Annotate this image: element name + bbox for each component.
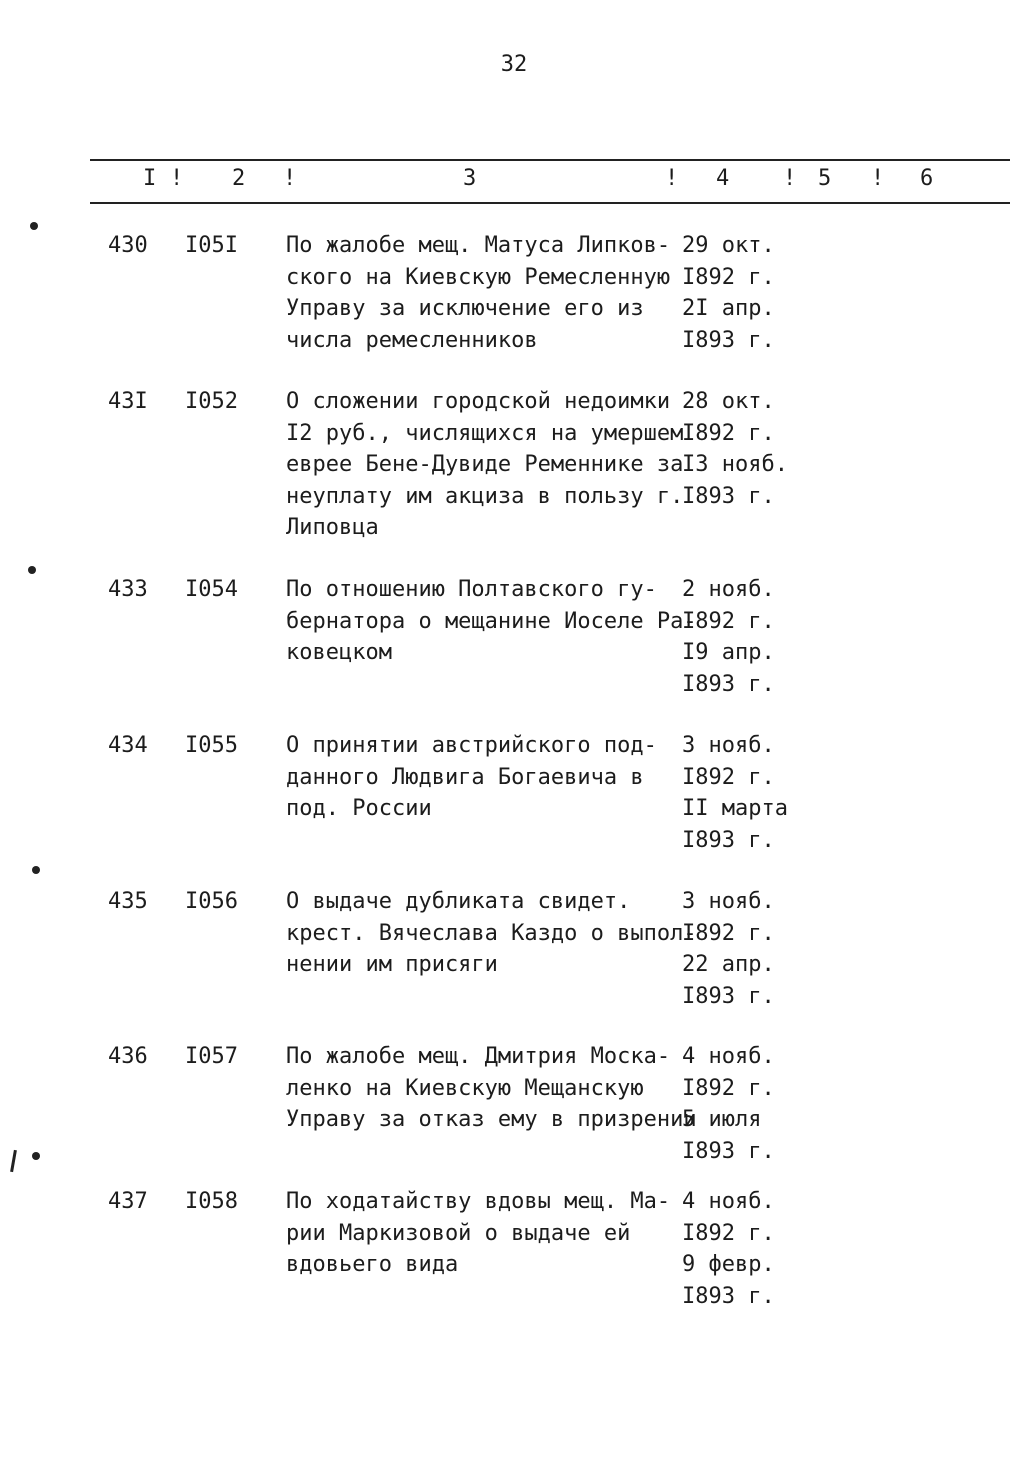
row-case-code: I055 (185, 733, 238, 758)
header-col4: 4 (716, 166, 730, 191)
description-line: ковецком (286, 640, 392, 665)
binding-hole-mark (30, 222, 38, 230)
description-line: Управу за исключение его из (286, 296, 644, 321)
row-dates (682, 386, 812, 512)
binding-hole-mark (28, 566, 36, 574)
header-col6: 6 (920, 166, 934, 191)
date-line: I892 г. (682, 420, 775, 446)
row-number: 437 (108, 1189, 148, 1214)
date-line: I893 г. (682, 671, 775, 697)
description-line: I2 руб., числящихся на умершем (286, 420, 684, 446)
date-line: I892 г. (682, 1075, 775, 1101)
date-line: I892 г. (682, 264, 775, 290)
header-rule-top (90, 159, 1010, 161)
description-line: По жалобе мещ. Дмитрия Моска- (286, 1044, 671, 1069)
date-line: 9 февр. (682, 1252, 775, 1277)
row-dates (682, 1041, 812, 1167)
header-sep: ! (170, 166, 184, 191)
description-line: О сложении городской недоимки (286, 389, 671, 414)
row-number: 43I (108, 389, 148, 414)
row-description (286, 1041, 697, 1167)
header-col2: 2 (232, 166, 246, 191)
row-case-code: I054 (185, 577, 238, 602)
margin-stroke-mark (10, 1150, 17, 1172)
header-sep: ! (283, 166, 297, 191)
row-case-code: I05I (185, 233, 238, 258)
description-line: бернатора о мещанине Иоселе Ра- (286, 608, 697, 634)
row-case-code: I057 (185, 1044, 238, 1069)
row-dates (682, 230, 812, 356)
row-dates (682, 574, 812, 700)
row-case-code: I056 (185, 889, 238, 914)
row-case-code: I058 (185, 1189, 238, 1214)
description-line (286, 1136, 686, 1168)
date-line: I893 г. (682, 827, 775, 853)
description-line: числа ремесленников (286, 327, 538, 353)
column-header (0, 166, 1024, 194)
date-line: 28 окт. (682, 389, 775, 414)
date-line: 2 нояб. (682, 577, 775, 602)
date-line: 2I апр. (682, 296, 775, 321)
description-line: под. России (286, 796, 432, 821)
header-col3: 3 (463, 166, 477, 191)
row-description (286, 730, 686, 825)
description-line: данного Людвига Богаевича в (286, 764, 644, 790)
date-line: I893 г. (682, 983, 775, 1009)
description-line: О выдаче дубликата свидет. (286, 889, 631, 914)
date-line: 29 окт. (682, 233, 775, 258)
date-line: 22 апр. (682, 952, 775, 977)
date-line: I893 г. (682, 483, 775, 509)
date-line: 4 нояб. (682, 1044, 775, 1069)
description-line: еврее Бене-Дувиде Ременнике за (286, 452, 684, 477)
binding-hole-mark (32, 1152, 40, 1160)
date-line: I892 г. (682, 920, 775, 946)
header-sep: ! (783, 166, 797, 191)
description-line: крест. Вячеслава Каздо о выпол- (286, 920, 697, 946)
date-line: 3 нояб. (682, 733, 775, 758)
date-line: I892 г. (682, 608, 775, 634)
description-line: нении им присяги (286, 952, 498, 977)
description-line: По жалобе мещ. Матуса Липков- (286, 233, 671, 258)
row-description (286, 574, 697, 669)
header-col1: I (143, 166, 157, 191)
row-case-code: I052 (185, 389, 238, 414)
date-line: I893 г. (682, 1138, 775, 1164)
date-line: I892 г. (682, 764, 775, 790)
row-description (286, 886, 697, 981)
row-number: 433 (108, 577, 148, 602)
description-line: По ходатайству вдовы мещ. Ма- (286, 1189, 671, 1214)
header-sep: ! (665, 166, 679, 191)
date-line: 4 нояб. (682, 1189, 775, 1214)
date-line: I893 г. (682, 1283, 775, 1309)
date-line: 5 июля (682, 1107, 762, 1132)
description-line: Липовца (286, 515, 379, 540)
row-number: 434 (108, 733, 148, 758)
header-rule-bottom (90, 202, 1010, 204)
header-sep: ! (871, 166, 885, 191)
row-number: 436 (108, 1044, 148, 1069)
row-dates (682, 1186, 812, 1312)
row-number: 435 (108, 889, 148, 914)
page-number: 32 (500, 52, 528, 77)
description-line: Управу за отказ ему в призрении (286, 1107, 697, 1132)
description-line: неуплату им акциза в пользу г. (286, 483, 684, 509)
date-line: I9 апр. (682, 640, 775, 665)
row-description (286, 1186, 686, 1281)
date-line: 3 нояб. (682, 889, 775, 914)
date-line: I3 нояб. (682, 452, 788, 477)
row-description (286, 230, 686, 356)
date-line: I893 г. (682, 327, 775, 353)
description-line: рии Маркизовой о выдаче ей (286, 1220, 631, 1246)
description-line: ского на Киевскую Ремесленную (286, 264, 671, 290)
description-line: вдовьего вида (286, 1252, 459, 1277)
row-description (286, 386, 686, 544)
date-line: II марта (682, 796, 788, 821)
description-line: ленко на Киевскую Мещанскую (286, 1075, 644, 1101)
description-line: О принятии австрийского под- (286, 733, 657, 758)
date-line: I892 г. (682, 1220, 775, 1246)
header-col5: 5 (818, 166, 832, 191)
row-dates (682, 886, 812, 1012)
description-line: По отношению Полтавского гу- (286, 577, 657, 602)
binding-hole-mark (32, 866, 40, 874)
row-number: 430 (108, 233, 148, 258)
row-dates (682, 730, 812, 856)
